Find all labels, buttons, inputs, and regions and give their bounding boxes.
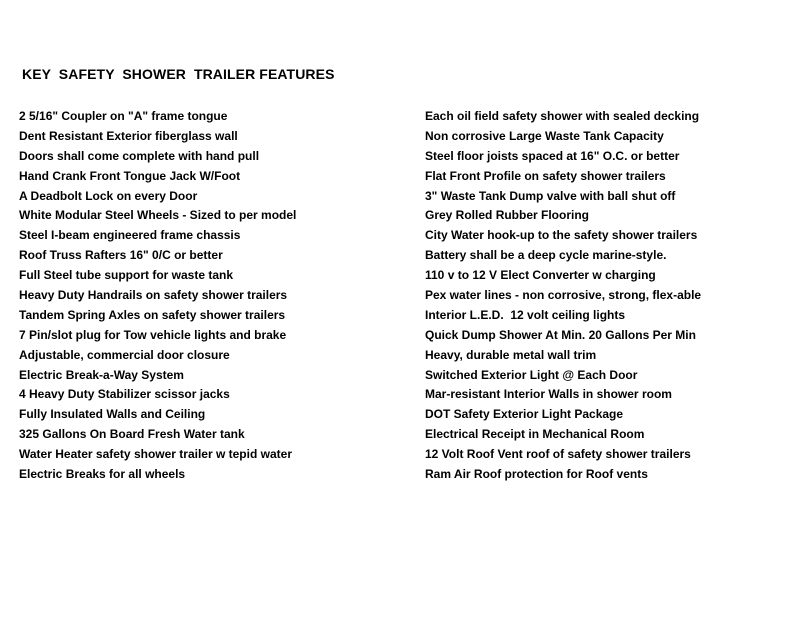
feature-item: DOT Safety Exterior Light Package (425, 407, 624, 422)
feature-item: Each oil field safety shower with sealed decking (425, 109, 700, 123)
feature-item: Battery shall be a deep cycle marine-style. (425, 248, 667, 263)
feature-item: Flat Front Profile on safety shower trailers (425, 168, 666, 183)
document-title: KEY SAFETY SHOWER TRAILER FEATURES (22, 66, 335, 82)
feature-item: 7 Pin/slot plug for Tow vehicle lights and brake (19, 327, 287, 342)
feature-item: Grey Rolled Rubber Flooring (425, 208, 590, 223)
feature-item: Hand Crank Front Tongue Jack W/Foot (19, 168, 241, 183)
feature-item: Tandem Spring Axles on safety shower trailers (19, 307, 286, 322)
feature-item: Heavy Duty Handrails on safety shower trailers (19, 288, 288, 303)
feature-item: Roof Truss Rafters 16" 0/C or better (19, 248, 223, 263)
feature-item: Mar-resistant Interior Walls in shower room (425, 387, 672, 402)
feature-item: Doors shall come complete with hand pull (19, 148, 260, 163)
feature-item: Electric Break-a-Way System (19, 367, 184, 382)
feature-item: White Modular Steel Wheels - Sized to per model (19, 208, 297, 223)
feature-item: Heavy, durable metal wall trim (425, 347, 597, 362)
feature-item: Fully Insulated Walls and Ceiling (19, 407, 206, 422)
feature-item: 3" Waste Tank Dump valve with ball shut off (425, 188, 676, 203)
feature-item: 325 Gallons On Board Fresh Water tank (19, 427, 245, 442)
feature-item: Non corrosive Large Waste Tank Capacity (425, 128, 664, 143)
feature-item: Steel floor joists spaced at 16" O.C. or better (425, 148, 680, 163)
features-list-right (425, 107, 795, 485)
feature-item: Switched Exterior Light @ Each Door (425, 367, 638, 382)
feature-item: Ram Air Roof protection for Roof vents (425, 467, 648, 482)
feature-item: 12 Volt Roof Vent roof of safety shower trailers (425, 447, 691, 462)
feature-item: Electrical Receipt in Mechanical Room (425, 427, 645, 442)
feature-item: A Deadbolt Lock on every Door (19, 188, 198, 203)
feature-item: Steel I-beam engineered frame chassis (19, 228, 241, 243)
feature-item: 4 Heavy Duty Stabilizer scissor jacks (19, 387, 230, 402)
feature-item: Pex water lines - non corrosive, strong, flex-able (425, 288, 702, 303)
features-list-left (19, 107, 409, 485)
feature-item: City Water hook-up to the safety shower trailers (425, 228, 698, 243)
feature-item: Full Steel tube support for waste tank (19, 268, 234, 283)
feature-item: Quick Dump Shower At Min. 20 Gallons Per Min (425, 327, 696, 342)
feature-item: Interior L.E.D. 12 volt ceiling lights (425, 307, 626, 322)
feature-item: 110 v to 12 V Elect Converter w charging (425, 268, 656, 283)
feature-item: Water Heater safety shower trailer w tepid water (19, 447, 292, 462)
feature-item: Adjustable, commercial door closure (19, 347, 230, 362)
feature-item: Electric Breaks for all wheels (19, 467, 186, 482)
feature-item: Dent Resistant Exterior fiberglass wall (19, 128, 238, 143)
feature-item: 2 5/16" Coupler on "A" frame tongue (19, 109, 228, 123)
